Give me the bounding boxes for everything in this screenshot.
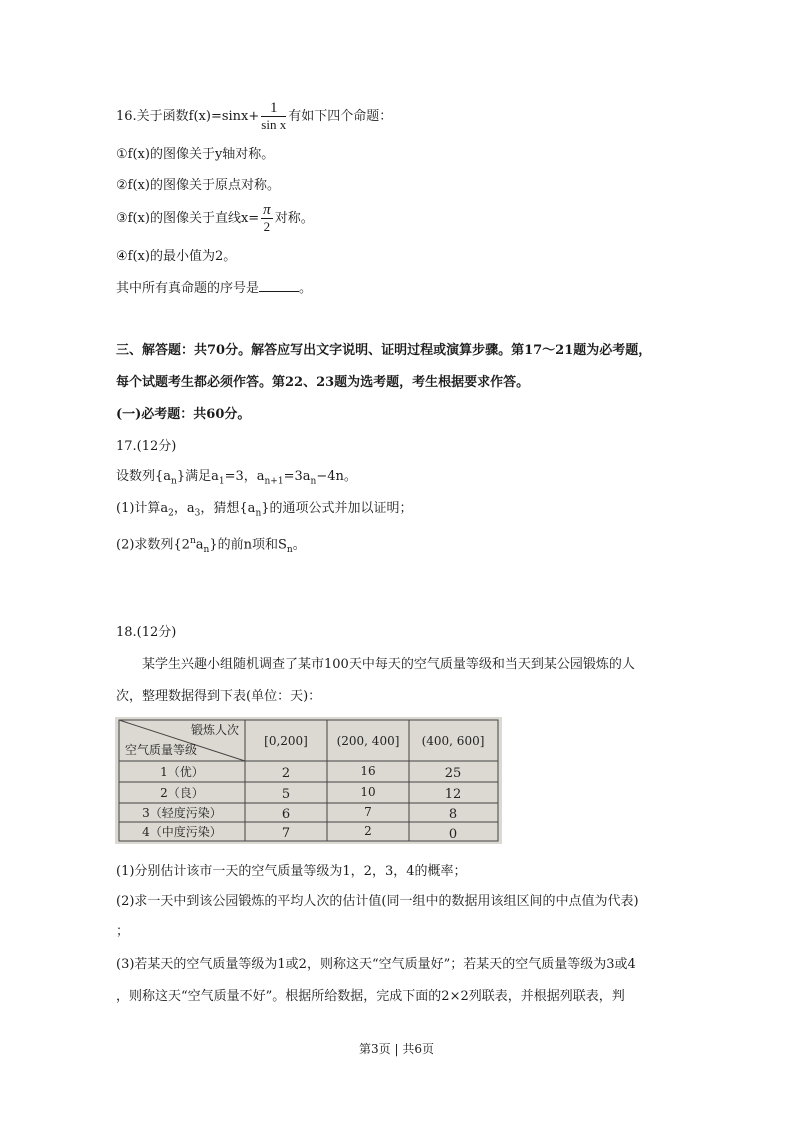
q16-p3-tail: 对称。 <box>274 211 314 226</box>
q16-proposition-2: ②f(x)的图像关于原点对称。 <box>116 178 280 193</box>
q17-part2-text: a <box>195 537 204 553</box>
section3-heading-line1: 三、解答题：共70分。解答应写出文字说明、证明过程或演算步骤。第17～21题为必考题， <box>116 343 652 358</box>
q16-proposition-4: ④f(x)的最小值为2。 <box>116 249 237 264</box>
q17-part1 <box>116 499 413 524</box>
cell-3-3: 8 <box>448 807 458 822</box>
cell-2-3: 12 <box>444 787 462 802</box>
q17-part1-text: ，a <box>173 501 195 516</box>
q16-intro-tail: 有如下四个命题： <box>288 109 393 124</box>
cell-1-2: 16 <box>360 764 376 778</box>
q17-text: 设数列{a <box>116 469 172 484</box>
q17-text: =3a <box>283 469 311 484</box>
fraction-denominator: sin x <box>261 117 287 132</box>
cell-4-1: 7 <box>281 826 291 841</box>
row-label-3: 3（轻度污染） <box>142 806 222 820</box>
fraction-1-over-sinx <box>261 100 286 133</box>
q16-proposition-1: ①f(x)的图像关于y轴对称。 <box>116 147 275 162</box>
q17-part2 <box>116 531 306 560</box>
q18-part2-end: ； <box>116 924 130 939</box>
q16-question <box>116 279 312 299</box>
fraction-numerator: 1 <box>261 100 286 117</box>
fraction-numerator <box>261 202 273 219</box>
cell-3-2: 7 <box>364 805 372 819</box>
cell-4-3: 0 <box>448 827 458 842</box>
subscript: 1 <box>218 476 225 487</box>
corner-header-top: 锻炼人次 <box>191 723 240 737</box>
q17-statement <box>116 467 357 492</box>
subscript: n <box>310 476 317 487</box>
col-header-2: (200, 400] <box>336 734 400 748</box>
cell-2-2: 10 <box>360 785 376 799</box>
answer-blank[interactable] <box>259 279 299 292</box>
q17-title: 17.(12分) <box>116 439 177 454</box>
q16-p3-text: ③f(x)的图像关于直线x= <box>116 211 260 226</box>
section3-heading-line2: 每个试题考生都必须作答。第22、23题为选考题，考生根据要求作答。 <box>116 375 530 390</box>
q18-paragraph-line1: 某学生兴趣小组随机调查了某市100天中每天的空气质量等级和当天到某公园锻炼的人 <box>142 657 635 672</box>
q18-part2: (2)求一天中到该公园锻炼的平均人次的估计值(同一组中的数据用该组区间的中点值为代表) <box>116 894 639 909</box>
q17-text: =3，a <box>224 469 265 484</box>
q17-part1-text: (1)计算a <box>116 501 169 516</box>
q17-text: −4n。 <box>316 469 357 484</box>
fraction-pi-over-2 <box>261 202 273 235</box>
col-header-3: (400, 600] <box>421 734 485 748</box>
q16-proposition-3 <box>116 202 314 235</box>
superscript: n <box>189 536 196 546</box>
fraction-denominator: 2 <box>263 219 271 234</box>
q18-part1: (1)分别估计该市一天的空气质量等级为1，2，3，4的概率； <box>116 864 467 879</box>
cell-1-3: 25 <box>444 766 462 781</box>
corner-header-bottom: 空气质量等级 <box>125 743 198 757</box>
q16-intro <box>116 100 392 133</box>
section3-subheading: (一)必考题：共60分。 <box>116 407 251 422</box>
q17-part2-text: (2)求数列{2 <box>116 537 190 553</box>
cell-1-1: 2 <box>281 766 291 781</box>
page-footer: 第3页 | 共6页 <box>359 1042 434 1056</box>
q18-paragraph-line2: 次，整理数据得到下表(单位：天)： <box>116 689 322 704</box>
q17-part1-text: }的通项公式并加以证明； <box>261 501 413 516</box>
subscript: n <box>286 544 293 555</box>
q16-question-text: 其中所有真命题的序号是 <box>116 281 260 296</box>
q16-question-end: 。 <box>299 281 313 296</box>
q17-part2-text: 。 <box>292 537 306 553</box>
cell-3-1: 6 <box>281 807 291 822</box>
q18-title: 18.(12分) <box>116 625 177 640</box>
subscript: 3 <box>194 508 201 519</box>
q18-part3-line1: (3)若某天的空气质量等级为1或2，则称这天“空气质量好”；若某天的空气质量等级为3或4 <box>116 957 636 972</box>
data-table-photo <box>115 717 502 844</box>
q17-part2-text: }的前n项和S <box>209 537 287 553</box>
subscript: n <box>171 476 177 487</box>
row-label-2: 2（良） <box>160 786 204 800</box>
q17-text: }满足a <box>176 469 219 484</box>
row-label-1: 1（优） <box>160 765 204 779</box>
data-table <box>115 717 502 844</box>
pi-symbol: π <box>263 202 271 218</box>
subscript: n <box>255 508 262 519</box>
subscript: n <box>203 544 210 555</box>
q18-part3-line2: ，则称这天“空气质量不好”。根据所给数据，完成下面的2×2列联表，并根据列联表，判 <box>116 989 625 1004</box>
q17-part1-text: ，猜想{a <box>200 501 256 516</box>
cell-2-1: 5 <box>281 787 291 802</box>
col-header-1: [0,200] <box>264 734 308 748</box>
subscript: n+1 <box>264 476 284 487</box>
subscript: 2 <box>168 508 174 519</box>
q16-intro-text: 16.关于函数f(x)=sinx+ <box>116 109 260 124</box>
row-label-4: 4（中度污染） <box>142 825 222 839</box>
cell-4-2: 2 <box>364 824 372 838</box>
